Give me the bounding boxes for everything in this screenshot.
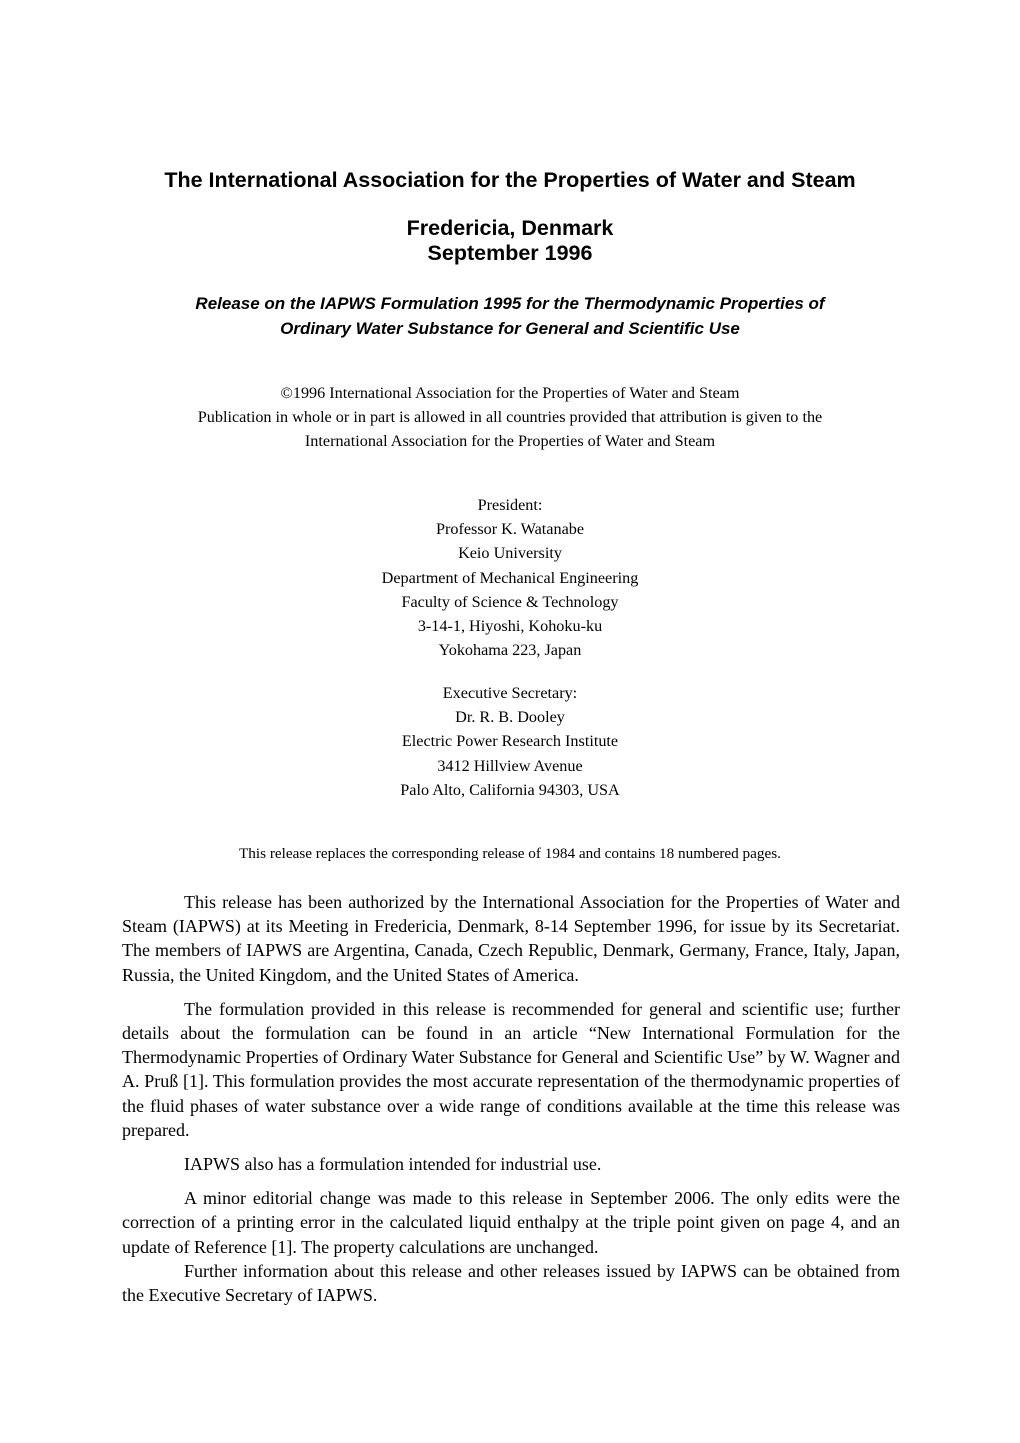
copyright-line-2: Publication in whole or in part is allowed in all countries provided that attribution is given to the [197, 408, 823, 426]
paragraph-further-info: Further information about this release and other releases issued by IAPWS can be obtained from the Executive Secretary of IAPWS. [122, 1260, 900, 1306]
copyright-line-1 [0, 381, 1020, 405]
secretary-block [0, 681, 1020, 802]
copyright-notice [0, 381, 1020, 453]
secretary-address-line: Palo Alto, California 94303, USA [400, 780, 620, 799]
president-name: Professor K. Watanabe [435, 520, 585, 539]
meeting-location: Fredericia, Denmark [406, 216, 614, 240]
paragraph-industrial: IAPWS also has a formulation intended for industrial use. [184, 1154, 602, 1175]
secretary-address-line: Electric Power Research Institute [401, 732, 619, 751]
president-address-line: Faculty of Science & Technology [401, 592, 619, 611]
copyright-text: 1996 International Association for the Properties of Water and Steam [292, 384, 740, 402]
president-address-line: Yokohama 223, Japan [438, 641, 582, 660]
body-text [122, 890, 900, 1307]
paragraph-formulation: The formulation provided in this release is recommended for general and scientific use; further details about the formulation can be found in an article “New International Formulation for the Thermodynamic Properties of Ordinary Water Substance for General and Scientific Use” by W. Wagner and A. Pruß [1]. This formulation provides the most accurate representation of the thermodynamic properties of the fluid phases of water substance over a wide range of conditions available at the time this release was prepared. [122, 998, 900, 1140]
president-block [0, 493, 1020, 662]
meeting-date: September 1996 [427, 241, 593, 265]
president-address-line: Keio University [458, 544, 562, 563]
president-role: President: [477, 496, 543, 514]
release-title-line-2: Ordinary Water Substance for General and Scientific Use [280, 319, 740, 338]
secretary-role: Executive Secretary: [442, 684, 578, 702]
secretary-name: Dr. R. B. Dooley [455, 708, 565, 727]
paragraph-authorization: This release has been authorized by the International Association for the Properties of Water and Steam (IAPWS) at its Meeting in Fredericia, Denmark, 8-14 September 1996, for issue by its Secretariat. The members of IAPWS are Argentina, Canada, Czech Republic, Denmark, Germany, France, Italy, Japan, Russia, the United Kingdom, and the United States of America. [122, 892, 900, 985]
release-title [0, 291, 1020, 341]
president-address-line: Department of Mechanical Engineering [381, 568, 639, 587]
copyright-line-3: International Association for the Properties of Water and Steam [304, 432, 716, 450]
copyright-icon: © [280, 384, 293, 402]
replaces-note: This release replaces the corresponding release of 1984 and contains 18 numbered pages. [239, 845, 781, 862]
secretary-address-line: 3412 Hillview Avenue [437, 756, 583, 775]
meeting-info [0, 216, 1020, 266]
release-title-line-1: Release on the IAPWS Formulation 1995 for the Thermodynamic Properties of [195, 294, 825, 313]
president-address-line: 3-14-1, Hiyoshi, Kohoku-ku [417, 617, 603, 636]
paragraph-editorial-change: A minor editorial change was made to this release in September 2006. The only edits were the correction of a printing error in the calculated liquid enthalpy at the triple point given on page 4, and an update of Reference [1]. The property calculations are unchanged. [122, 1188, 900, 1257]
organization-title: The International Association for the Properties of Water and Steam [164, 168, 856, 192]
